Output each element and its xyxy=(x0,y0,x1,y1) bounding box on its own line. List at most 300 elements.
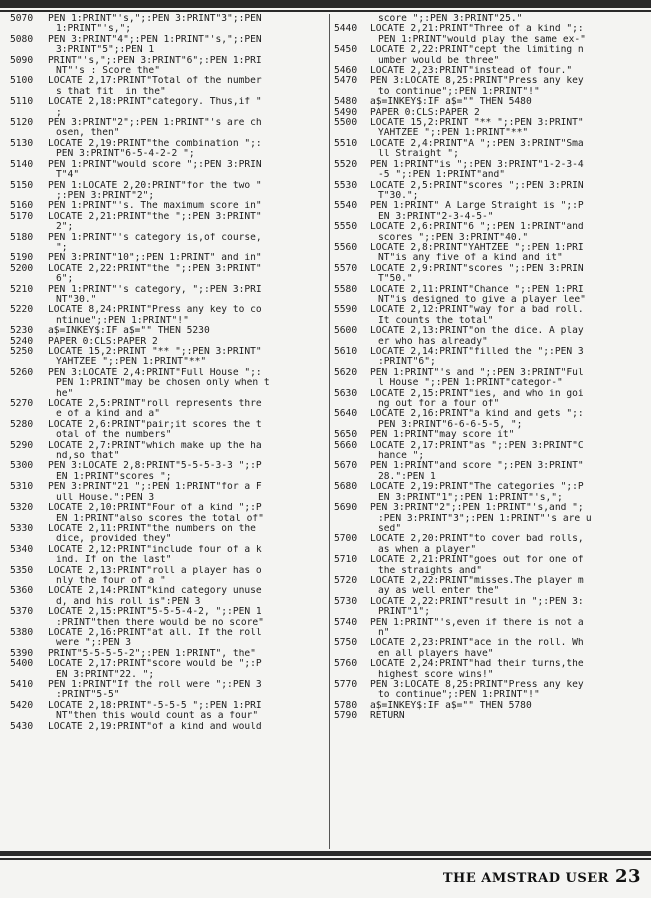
code-line xyxy=(334,534,638,544)
code-line xyxy=(10,368,321,378)
line-number: 5520 xyxy=(334,158,358,170)
code-text: sed" xyxy=(378,523,402,534)
line-number: 5380 xyxy=(10,626,34,638)
line-number: 5210 xyxy=(10,283,34,295)
line-number xyxy=(10,222,48,232)
code-text: PEN 3:PRINT"4";:PEN 1:PRINT"'s,";:PEN xyxy=(48,34,262,45)
code-line xyxy=(10,87,321,97)
code-line xyxy=(10,316,321,326)
code-line xyxy=(334,170,638,180)
code-text: It counts the total" xyxy=(378,315,494,326)
line-number: 5340 xyxy=(10,543,34,555)
code-text: 1:PRINT"'s,"; xyxy=(56,24,132,35)
line-number xyxy=(10,274,48,284)
code-text: 6"; xyxy=(56,274,74,285)
code-text: ay as well enter the" xyxy=(378,586,500,597)
line-number: 5790 xyxy=(334,710,358,722)
code-text: LOCATE 2,11:PRINT"Chance ";:PEN 1:PRI xyxy=(370,284,584,295)
code-line xyxy=(10,66,321,76)
code-text: LOCATE 2,19:PRINT"the combination ";: xyxy=(48,138,262,149)
code-line xyxy=(10,576,321,586)
code-line xyxy=(334,347,638,357)
code-text: PEN 1:PRINT"is ";:PEN 3:PRINT"1-2-3-4 xyxy=(370,159,584,170)
line-number: 5570 xyxy=(334,262,358,274)
code-text: d, and his roll is":PEN 3 xyxy=(56,596,201,607)
line-number: 5200 xyxy=(10,262,34,274)
code-text: ll Straight "; xyxy=(378,149,459,160)
line-number: 5160 xyxy=(10,200,34,212)
code-line xyxy=(10,76,321,86)
code-text: PRINT"5-5-5-5-2";:PEN 1:PRINT", the" xyxy=(48,648,256,659)
line-number: 5750 xyxy=(334,637,358,649)
code-line xyxy=(334,576,638,586)
code-text: otal of the numbers" xyxy=(56,430,172,441)
line-number: 5460 xyxy=(334,65,358,77)
top-rule-thin xyxy=(0,10,651,12)
code-line xyxy=(334,128,638,138)
code-line xyxy=(334,430,638,440)
code-text: ng out for a four of" xyxy=(378,399,500,410)
code-line xyxy=(10,222,321,232)
line-number: 5560 xyxy=(334,241,358,253)
code-line xyxy=(10,618,321,628)
code-line xyxy=(10,97,321,107)
code-line xyxy=(10,357,321,367)
code-line xyxy=(334,670,638,680)
line-number xyxy=(334,607,370,617)
code-text: LOCATE 2,20:PRINT"to cover bad rolls, xyxy=(370,534,584,545)
line-number: 5480 xyxy=(334,96,358,108)
code-line xyxy=(10,326,321,336)
code-text: dice, provided they" xyxy=(56,534,172,545)
code-text: LOCATE 2,6:PRINT"pair;it scores the t xyxy=(48,419,262,430)
code-text: LOCATE 2,22:PRINT"misses.The player m xyxy=(370,575,584,586)
page-number: 23 xyxy=(614,866,641,887)
code-line xyxy=(334,618,638,628)
code-text: he" xyxy=(56,388,74,399)
code-text: YAHTZEE ";:PEN 1:PRINT"**" xyxy=(56,357,207,368)
line-number: 5710 xyxy=(334,554,358,566)
code-text: hance "; xyxy=(378,451,425,462)
code-text: T"50." xyxy=(378,274,413,285)
code-text: PAPER 0:CLS:PAPER 2 xyxy=(370,107,480,118)
code-text: 3:PRINT"5";:PEN 1 xyxy=(56,45,155,56)
line-number: 5590 xyxy=(334,304,358,316)
code-line xyxy=(10,233,321,243)
line-number: 5580 xyxy=(334,283,358,295)
line-number xyxy=(334,170,370,180)
line-number: 5530 xyxy=(334,179,358,191)
code-line xyxy=(334,264,638,274)
code-text: LOCATE 2,17:PRINT"as ";:PEN 3:PRINT"C xyxy=(370,440,584,451)
code-text: LOCATE 2,22:PRINT"result in ";:PEN 3: xyxy=(370,596,584,607)
code-line xyxy=(10,181,321,191)
code-text: LOCATE 2,5:PRINT"roll represents thre xyxy=(48,399,262,410)
code-line xyxy=(10,212,321,222)
code-line xyxy=(334,201,638,211)
code-line xyxy=(10,274,321,284)
code-line xyxy=(10,441,321,451)
code-line xyxy=(10,264,321,274)
code-line xyxy=(10,711,321,721)
code-line xyxy=(334,76,638,86)
code-text: PEN 3:LOCATE 8,25:PRINT"Press any key xyxy=(370,76,584,87)
code-line xyxy=(334,514,638,524)
code-line xyxy=(334,690,638,700)
code-line xyxy=(334,597,638,607)
code-line xyxy=(10,409,321,419)
column-divider xyxy=(329,14,330,849)
code-text: PEN 1:PRINT"'s. The maximum score in" xyxy=(48,201,262,212)
code-text: score ";:PEN 3:PRINT"25." xyxy=(378,14,523,24)
code-line xyxy=(334,108,638,118)
line-number: 5270 xyxy=(10,398,34,410)
code-line xyxy=(10,451,321,461)
code-line xyxy=(334,35,638,45)
code-line xyxy=(10,14,321,24)
code-text: LOCATE 2,22:PRINT"the ";:PEN 3:PRINT" xyxy=(48,263,262,274)
code-text: :PEN 3:PRINT"3";:PEN 1:PRINT"'s are u xyxy=(378,513,592,524)
code-line xyxy=(334,274,638,284)
code-line xyxy=(334,555,638,565)
line-number: 5770 xyxy=(334,679,358,690)
line-number: 5320 xyxy=(10,502,34,514)
code-text: LOCATE 2,21:PRINT"goes out for one of xyxy=(370,555,584,566)
code-text: ; xyxy=(56,107,62,118)
code-line xyxy=(334,441,638,451)
line-number: 5120 xyxy=(10,117,34,129)
code-line xyxy=(334,566,638,576)
code-line xyxy=(334,181,638,191)
code-line xyxy=(10,638,321,648)
code-text: LOCATE 2,15:PRINT"ies, and who in goi xyxy=(370,388,584,399)
code-text: LOCATE 2,4:PRINT"A ";:PEN 3:PRINT"Sma xyxy=(370,138,584,149)
code-text: YAHTZEE ";:PEN 1:PRINT"**" xyxy=(378,128,529,139)
line-number: 5550 xyxy=(334,221,358,233)
code-line xyxy=(334,305,638,315)
code-text: PEN 1:PRINT"may score it" xyxy=(370,430,515,441)
code-line xyxy=(10,597,321,607)
code-text: LOCATE 2,15:PRINT"5-5-5-4-2, ";:PEN 1 xyxy=(48,607,262,618)
code-line xyxy=(334,295,638,305)
code-line xyxy=(10,430,321,440)
line-number: 5680 xyxy=(334,481,358,493)
bottom-rule-thin xyxy=(0,858,651,860)
code-text: LOCATE 2,14:PRINT"kind category unuse xyxy=(48,586,262,597)
code-line xyxy=(334,139,638,149)
code-line xyxy=(334,191,638,201)
code-line xyxy=(10,659,321,669)
code-line xyxy=(334,451,638,461)
code-text: :PRINT"6"; xyxy=(378,357,436,368)
code-text: PEN 3:PRINT"2";:PEN 1:PRINT"'s are ch xyxy=(48,118,262,129)
code-text: LOCATE 2,9:PRINT"scores ";:PEN 3:PRIN xyxy=(370,263,584,274)
line-number: 5410 xyxy=(10,679,34,690)
code-line xyxy=(334,316,638,326)
code-text: PEN 3:LOCATE 8,25:PRINT"Press any key xyxy=(370,680,584,690)
line-number: 5730 xyxy=(334,595,358,607)
code-line xyxy=(334,337,638,347)
code-text: scores ";:PEN 3:PRINT"40." xyxy=(378,232,529,243)
code-text: T"4" xyxy=(56,170,80,181)
code-text: :PRINT"then there would be no score" xyxy=(56,617,264,628)
line-number: 5140 xyxy=(10,158,34,170)
code-text: LOCATE 2,5:PRINT"scores ";:PEN 3:PRIN xyxy=(370,180,584,191)
line-number: 5430 xyxy=(10,720,34,732)
code-text: LOCATE 2,7:PRINT"which make up the ha xyxy=(48,440,262,451)
code-text: PRINT"1"; xyxy=(378,607,430,618)
code-line xyxy=(10,493,321,503)
code-line xyxy=(334,56,638,66)
code-line xyxy=(334,409,638,419)
code-line xyxy=(334,482,638,492)
code-text: LOCATE 2,22:PRINT"cept the limiting n xyxy=(370,45,584,56)
code-line xyxy=(10,191,321,201)
code-line xyxy=(10,472,321,482)
code-line xyxy=(10,670,321,680)
code-text: PEN 1:LOCATE 2,20:PRINT"for the two " xyxy=(48,180,262,191)
line-number: 5110 xyxy=(10,96,34,108)
code-line xyxy=(10,461,321,471)
line-number: 5190 xyxy=(10,252,34,264)
line-number: 5080 xyxy=(10,33,34,45)
code-line xyxy=(334,14,638,24)
listing-right-column xyxy=(334,14,638,722)
code-line xyxy=(334,638,638,648)
line-number: 5670 xyxy=(334,460,358,472)
code-text: ind. If on the last" xyxy=(56,555,172,566)
code-text: PEN 3:PRINT"21 ";:PEN 1:PRINT"for a F xyxy=(48,482,262,493)
code-text: ull House.":PEN 3 xyxy=(56,492,155,503)
code-line xyxy=(334,524,638,534)
code-line xyxy=(10,503,321,513)
code-text: NT"is any five of a kind and it" xyxy=(378,253,563,264)
code-text: LOCATE 8,24:PRINT"Press any key to co xyxy=(48,305,262,316)
code-line xyxy=(334,701,638,711)
line-number: 5740 xyxy=(334,616,358,628)
code-line xyxy=(334,212,638,222)
line-number: 5220 xyxy=(10,304,34,316)
code-line xyxy=(334,149,638,159)
code-line xyxy=(334,493,638,503)
code-text: were ";:PEN 3 xyxy=(56,638,132,649)
code-text: to continue";:PEN 1:PRINT"!" xyxy=(378,690,540,701)
line-number: 5490 xyxy=(334,106,358,118)
code-line xyxy=(10,128,321,138)
code-line xyxy=(10,149,321,159)
code-text: NT"then this would count as a four" xyxy=(56,711,259,722)
code-line xyxy=(334,680,638,690)
code-line xyxy=(10,108,321,118)
code-text: LOCATE 2,6:PRINT"6 ";:PEN 1:PRINT"and xyxy=(370,222,584,233)
code-line xyxy=(334,503,638,513)
code-text: l House ";:PEN 1:PRINT"categor-" xyxy=(378,378,563,389)
code-text: PEN 1:PRINT"would play the same ex-" xyxy=(378,34,586,45)
code-text: PEN 1:PRINT" A Large Straight is ";:P xyxy=(370,201,584,212)
line-number xyxy=(334,514,370,524)
line-number: 5620 xyxy=(334,366,358,378)
code-line xyxy=(10,253,321,263)
code-text: LOCATE 2,16:PRINT"a kind and gets ";: xyxy=(370,409,584,420)
code-text: PEN 1:PRINT"'s category is,of course, xyxy=(48,232,262,243)
code-text: "; xyxy=(56,242,68,253)
code-text: a$=INKEY$:IF a$="" THEN 5780 xyxy=(370,700,532,711)
line-number: 5150 xyxy=(10,179,34,191)
code-text: a$=INKEY$:IF a$="" THEN 5230 xyxy=(48,326,210,337)
code-line xyxy=(334,87,638,97)
code-line xyxy=(334,66,638,76)
code-line xyxy=(10,482,321,492)
code-text: LOCATE 2,24:PRINT"had their turns,the xyxy=(370,659,584,670)
code-text: as when a player" xyxy=(378,544,477,555)
code-line xyxy=(334,326,638,336)
code-line xyxy=(10,337,321,347)
code-text: LOCATE 2,13:PRINT"on the dice. A play xyxy=(370,326,584,337)
code-text: LOCATE 2,21:PRINT"Three of a kind ";: xyxy=(370,24,584,35)
code-text: the straights and" xyxy=(378,565,482,576)
code-line xyxy=(10,118,321,128)
line-number xyxy=(10,378,48,388)
code-text: PEN 3:PRINT"6-6-6-5-5, "; xyxy=(378,419,523,430)
code-text: n" xyxy=(378,627,390,638)
line-number: 5300 xyxy=(10,460,34,472)
code-text: PEN 1:PRINT"'s,even if there is not a xyxy=(370,617,584,628)
code-line xyxy=(10,514,321,524)
line-number: 5090 xyxy=(10,54,34,66)
code-text: LOCATE 2,17:PRINT"Total of the number xyxy=(48,76,262,87)
code-text: a$=INKEY$:IF a$="" THEN 5480 xyxy=(370,97,532,108)
line-number: 5180 xyxy=(10,231,34,243)
code-text: PEN 3:PRINT"2";:PEN 1:PRINT"'s,and "; xyxy=(370,503,584,514)
line-number: 5760 xyxy=(334,658,358,670)
top-rule xyxy=(0,0,651,8)
code-line xyxy=(334,45,638,55)
code-text: LOCATE 2,14:PRINT"filled the ";:PEN 3 xyxy=(370,347,584,357)
code-text: PEN 3:LOCATE 2,8:PRINT"5-5-5-3-3 ";:P xyxy=(48,461,262,472)
code-line xyxy=(334,253,638,263)
code-line xyxy=(10,690,321,700)
code-text: PEN 3:LOCATE 2,4:PRINT"Full House ";: xyxy=(48,367,262,378)
code-text: s that fit in the" xyxy=(56,86,166,97)
line-number: 5370 xyxy=(10,606,34,618)
line-number: 5130 xyxy=(10,137,34,149)
code-line xyxy=(334,285,638,295)
code-text: LOCATE 2,11:PRINT"the numbers on the xyxy=(48,523,256,534)
line-number: 5350 xyxy=(10,564,34,576)
code-text: :PRINT"5-5" xyxy=(56,690,120,701)
line-number: 5540 xyxy=(334,200,358,212)
line-number: 5610 xyxy=(334,346,358,357)
code-line xyxy=(334,472,638,482)
code-line xyxy=(334,649,638,659)
code-text: EN 3:PRINT"2-3-4-5-" xyxy=(378,211,494,222)
line-number: 5330 xyxy=(10,522,34,534)
code-text: umber would be three" xyxy=(378,55,500,66)
code-line xyxy=(10,524,321,534)
code-text: NT"'s : Score the" xyxy=(56,66,160,77)
code-text: PEN 3:PRINT"10";:PEN 1:PRINT" and in" xyxy=(48,253,262,264)
line-number: 5500 xyxy=(334,117,358,129)
bottom-rule xyxy=(0,851,651,856)
code-line xyxy=(10,378,321,388)
code-text: PEN 3:PRINT"6-5-4-2-2 "; xyxy=(56,149,195,160)
code-line xyxy=(10,722,321,732)
line-number: 5070 xyxy=(10,13,34,24)
code-text: er who has already" xyxy=(378,336,488,347)
line-number: 5100 xyxy=(10,75,34,87)
code-line xyxy=(10,649,321,659)
line-number: 5660 xyxy=(334,439,358,451)
code-line xyxy=(10,555,321,565)
line-number: 5260 xyxy=(10,366,34,378)
code-text: PEN 1:PRINT"'s,";:PEN 3:PRINT"3";:PEN xyxy=(48,14,262,24)
code-text: LOCATE 2,19:PRINT"The categories ";:P xyxy=(370,482,584,493)
line-number xyxy=(10,555,48,565)
code-line xyxy=(334,628,638,638)
code-text: 28.":PEN 1 xyxy=(378,471,436,482)
code-text: ntinue";:PEN 1:PRINT"!" xyxy=(56,315,189,326)
code-text: LOCATE 15,2:PRINT "** ";:PEN 3:PRINT" xyxy=(48,347,262,357)
code-line xyxy=(334,97,638,107)
line-number: 5690 xyxy=(334,502,358,514)
code-line xyxy=(10,139,321,149)
code-text: osen, then" xyxy=(56,128,120,139)
code-text: LOCATE 2,19:PRINT"of a kind and would xyxy=(48,721,262,732)
listing-left-column xyxy=(10,14,321,732)
page-footer xyxy=(443,866,641,887)
line-number: 5240 xyxy=(10,335,34,347)
line-number xyxy=(334,274,370,284)
code-text: EN 1:PRINT"also scores the total of" xyxy=(56,513,264,524)
code-line xyxy=(10,24,321,34)
code-text: highest score wins!" xyxy=(378,669,494,680)
code-line xyxy=(10,45,321,55)
code-line xyxy=(334,420,638,430)
line-number: 5470 xyxy=(334,75,358,87)
code-text: PAPER 0:CLS:PAPER 2 xyxy=(48,336,158,347)
code-line xyxy=(334,222,638,232)
code-line xyxy=(334,118,638,128)
code-line xyxy=(10,420,321,430)
code-text: PRINT"'s,";:PEN 3:PRINT"6";:PEN 1:PRI xyxy=(48,55,262,66)
code-line xyxy=(10,170,321,180)
code-line xyxy=(334,233,638,243)
code-text: LOCATE 2,18:PRINT"category. Thus,if " xyxy=(48,97,262,108)
line-number: 5650 xyxy=(334,429,358,441)
code-text: T"30."; xyxy=(378,190,419,201)
code-text: EN 3:PRINT"1";:PEN 1:PRINT"'s,"; xyxy=(378,492,563,503)
code-line xyxy=(334,368,638,378)
code-line xyxy=(10,285,321,295)
code-text: LOCATE 2,21:PRINT"the ";:PEN 3:PRINT" xyxy=(48,211,262,222)
code-line xyxy=(10,160,321,170)
line-number: 5290 xyxy=(10,439,34,451)
code-text: ;:PEN 3:PRINT"2"; xyxy=(56,190,155,201)
line-number: 5360 xyxy=(10,585,34,597)
code-line xyxy=(10,399,321,409)
code-text: LOCATE 2,17:PRINT"score would be ";:P xyxy=(48,659,262,670)
code-text: EN 1:PRINT"scores "; xyxy=(56,471,172,482)
code-line xyxy=(334,389,638,399)
code-text: PEN 1:PRINT"would score ";:PEN 3:PRIN xyxy=(48,159,262,170)
line-number: 5400 xyxy=(10,658,34,670)
code-line xyxy=(334,711,638,721)
line-number: 5310 xyxy=(10,481,34,493)
line-number: 5510 xyxy=(334,137,358,149)
code-text: NT"is designed to give a player lee" xyxy=(378,294,586,305)
code-line xyxy=(334,160,638,170)
line-number: 5250 xyxy=(10,346,34,357)
